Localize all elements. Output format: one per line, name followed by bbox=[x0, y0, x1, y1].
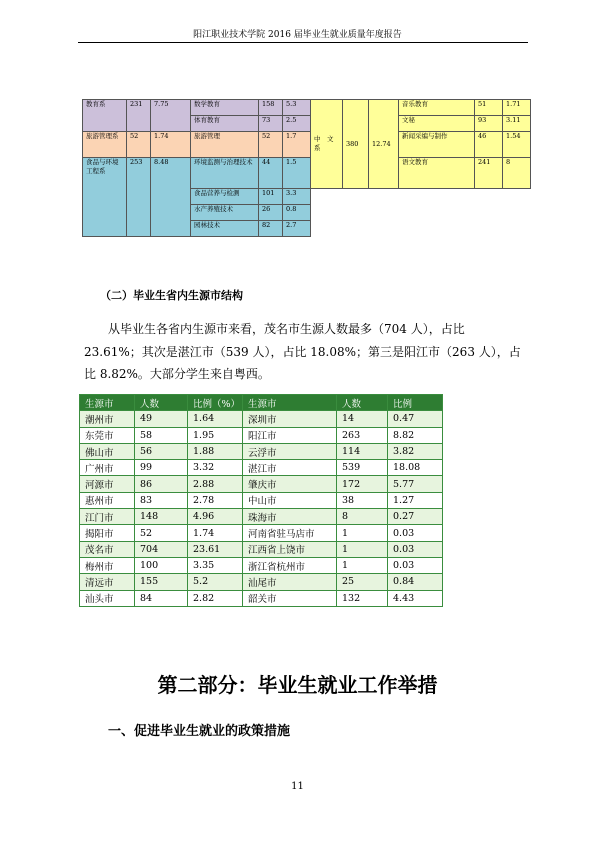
table-cell: 1.88 bbox=[188, 443, 243, 459]
table-cell: 7.75 bbox=[151, 100, 191, 132]
table-row bbox=[80, 476, 443, 492]
table-cell: 1.5 bbox=[283, 158, 311, 189]
table-cell: 158 bbox=[259, 100, 283, 116]
column-header: 生源市 bbox=[80, 395, 135, 411]
table-cell: 44 bbox=[259, 158, 283, 189]
table-cell: 旅游管理 bbox=[191, 132, 259, 158]
table-cell: 深圳市 bbox=[243, 411, 337, 427]
table-cell: 52 bbox=[127, 132, 151, 158]
table-cell: 73 bbox=[259, 116, 283, 132]
table-cell: 惠州市 bbox=[80, 492, 135, 508]
table-cell: 380 bbox=[343, 100, 369, 189]
table-cell: 8.82 bbox=[388, 427, 443, 443]
table-cell: 江门市 bbox=[80, 509, 135, 525]
table-cell: 4.43 bbox=[388, 590, 443, 606]
table-cell: 2.78 bbox=[188, 492, 243, 508]
source-city-table bbox=[79, 394, 443, 607]
table-cell: 1 bbox=[337, 557, 388, 573]
table-cell: 155 bbox=[135, 574, 188, 590]
table-row bbox=[80, 443, 443, 459]
table-cell: 潮州市 bbox=[80, 411, 135, 427]
table-cell: 23.61 bbox=[188, 541, 243, 557]
table-cell: 100 bbox=[135, 557, 188, 573]
table-cell: 52 bbox=[135, 525, 188, 541]
table-cell: 56 bbox=[135, 443, 188, 459]
table-cell: 172 bbox=[337, 476, 388, 492]
table-cell: 5.77 bbox=[388, 476, 443, 492]
table-cell: 园林技术 bbox=[191, 221, 259, 237]
table-cell: 84 bbox=[135, 590, 188, 606]
table-cell: 汕尾市 bbox=[243, 574, 337, 590]
table-cell: 2.5 bbox=[283, 116, 311, 132]
table-cell: 3.11 bbox=[503, 116, 531, 132]
table-cell: 82 bbox=[259, 221, 283, 237]
table-cell: 46 bbox=[475, 132, 503, 158]
table-row bbox=[80, 557, 443, 573]
table-cell: 食品营养与检测 bbox=[191, 189, 259, 205]
table-row bbox=[80, 590, 443, 606]
table-cell: 汕头市 bbox=[80, 590, 135, 606]
table-cell: 茂名市 bbox=[80, 541, 135, 557]
table-row bbox=[80, 411, 443, 427]
table-row bbox=[80, 427, 443, 443]
table-cell: 3.32 bbox=[188, 460, 243, 476]
table-cell: 云浮市 bbox=[243, 443, 337, 459]
table-cell: 1 bbox=[337, 541, 388, 557]
table-cell: 8 bbox=[337, 509, 388, 525]
section-heading: （二）毕业生省内生源市结构 bbox=[100, 289, 243, 302]
table-row bbox=[83, 158, 531, 189]
table-cell: 1 bbox=[337, 525, 388, 541]
table-cell: 0.03 bbox=[388, 525, 443, 541]
table-cell: 1.54 bbox=[503, 132, 531, 158]
table-cell: 3.82 bbox=[388, 443, 443, 459]
table-cell: 8 bbox=[503, 158, 531, 189]
page-header: 阳江职业技术学院 2016 届毕业生就业质量年度报告 bbox=[193, 30, 402, 40]
table-cell: 49 bbox=[135, 411, 188, 427]
table-cell: 1.95 bbox=[188, 427, 243, 443]
table-cell: 101 bbox=[259, 189, 283, 205]
table-cell: 8.48 bbox=[151, 158, 191, 237]
table-cell: 12.74 bbox=[369, 100, 399, 189]
table-cell: 26 bbox=[259, 205, 283, 221]
table-cell: 0.84 bbox=[388, 574, 443, 590]
table-cell: 2.88 bbox=[188, 476, 243, 492]
table-cell: 0.27 bbox=[388, 509, 443, 525]
table-cell: 0.8 bbox=[283, 205, 311, 221]
table-cell: 揭阳市 bbox=[80, 525, 135, 541]
table-cell: 3.3 bbox=[283, 189, 311, 205]
table-cell: 2.82 bbox=[188, 590, 243, 606]
table-cell: 1.74 bbox=[188, 525, 243, 541]
table-cell: 河源市 bbox=[80, 476, 135, 492]
column-header: 人数 bbox=[337, 395, 388, 411]
table-row bbox=[83, 100, 531, 116]
table-cell: 18.08 bbox=[388, 460, 443, 476]
table-cell: 263 bbox=[337, 427, 388, 443]
table-cell: 旅游管理系 bbox=[83, 132, 127, 158]
table-cell: 114 bbox=[337, 443, 388, 459]
table-cell: 14 bbox=[337, 411, 388, 427]
table-cell: 231 bbox=[127, 100, 151, 132]
table-row bbox=[80, 541, 443, 557]
table-cell: 佛山市 bbox=[80, 443, 135, 459]
table-header-row bbox=[80, 395, 443, 411]
table-cell: 肇庆市 bbox=[243, 476, 337, 492]
table-cell: 99 bbox=[135, 460, 188, 476]
column-header: 比例 bbox=[388, 395, 443, 411]
table-cell: 83 bbox=[135, 492, 188, 508]
table-cell: 1.74 bbox=[151, 132, 191, 158]
table-cell: 5.2 bbox=[188, 574, 243, 590]
page-number: 11 bbox=[291, 781, 304, 792]
table-cell: 704 bbox=[135, 541, 188, 557]
table-cell: 86 bbox=[135, 476, 188, 492]
table-cell: 语文教育 bbox=[399, 158, 475, 189]
table-cell: 2.7 bbox=[283, 221, 311, 237]
table-cell: 韶关市 bbox=[243, 590, 337, 606]
table-cell: 梅州市 bbox=[80, 557, 135, 573]
table-cell: 1.64 bbox=[188, 411, 243, 427]
table-cell: 文秘 bbox=[399, 116, 475, 132]
table-row bbox=[80, 574, 443, 590]
table-cell: 4.96 bbox=[188, 509, 243, 525]
table-cell: 93 bbox=[475, 116, 503, 132]
table-cell: 52 bbox=[259, 132, 283, 158]
table-cell: 148 bbox=[135, 509, 188, 525]
table-cell: 阳江市 bbox=[243, 427, 337, 443]
table-cell: 539 bbox=[337, 460, 388, 476]
table-cell: 东莞市 bbox=[80, 427, 135, 443]
table-row bbox=[80, 492, 443, 508]
table-cell: 体育教育 bbox=[191, 116, 259, 132]
header-divider bbox=[78, 42, 528, 43]
table-cell: 教育系 bbox=[83, 100, 127, 132]
sub-heading: 一、促进毕业生就业的政策措施 bbox=[108, 724, 291, 739]
table-cell: 5.3 bbox=[283, 100, 311, 116]
major-table bbox=[82, 99, 531, 237]
table-cell: 环境监测与治理技术 bbox=[191, 158, 259, 189]
table-row bbox=[80, 460, 443, 476]
table-cell: 新闻采编与制作 bbox=[399, 132, 475, 158]
table-cell: 3.35 bbox=[188, 557, 243, 573]
table-cell: 25 bbox=[337, 574, 388, 590]
table-cell: 1.7 bbox=[283, 132, 311, 158]
table-cell: 0.03 bbox=[388, 557, 443, 573]
table-cell: 58 bbox=[135, 427, 188, 443]
table-cell: 湛江市 bbox=[243, 460, 337, 476]
table-cell: 江西省上饶市 bbox=[243, 541, 337, 557]
table-cell: 253 bbox=[127, 158, 151, 237]
table-cell: 1.27 bbox=[388, 492, 443, 508]
table-cell: 广州市 bbox=[80, 460, 135, 476]
table-cell: 241 bbox=[475, 158, 503, 189]
table-cell: 清远市 bbox=[80, 574, 135, 590]
column-header: 人数 bbox=[135, 395, 188, 411]
table-cell: 河南省驻马店市 bbox=[243, 525, 337, 541]
table-cell: 中 文 系 bbox=[311, 100, 343, 189]
table-cell: 水产养殖技术 bbox=[191, 205, 259, 221]
table-cell: 1.71 bbox=[503, 100, 531, 116]
part-title: 第二部分：毕业生就业工作举措 bbox=[157, 673, 438, 697]
column-header: 生源市 bbox=[243, 395, 337, 411]
body-paragraph: 从毕业生各省内生源市来看，茂名市生源人数最多（704 人），占比 23.61%；其次是湛江市（539 人），占比 18.08%；第三是阳江市（263 人），占比 8.82%。大部分学生来自粤西。 bbox=[84, 322, 521, 381]
table-cell: 0.47 bbox=[388, 411, 443, 427]
table-cell: 38 bbox=[337, 492, 388, 508]
table-cell: 数学教育 bbox=[191, 100, 259, 116]
table-cell: 51 bbox=[475, 100, 503, 116]
table-cell: 音乐教育 bbox=[399, 100, 475, 116]
table-row bbox=[83, 132, 531, 158]
table-cell: 珠海市 bbox=[243, 509, 337, 525]
column-header: 比例（%） bbox=[188, 395, 243, 411]
table-cell: 中山市 bbox=[243, 492, 337, 508]
table-row bbox=[80, 509, 443, 525]
table-cell: 食品与环境工程系 bbox=[83, 158, 127, 237]
table-cell: 浙江省杭州市 bbox=[243, 557, 337, 573]
table-row bbox=[80, 525, 443, 541]
table-cell: 132 bbox=[337, 590, 388, 606]
table-cell: 0.03 bbox=[388, 541, 443, 557]
